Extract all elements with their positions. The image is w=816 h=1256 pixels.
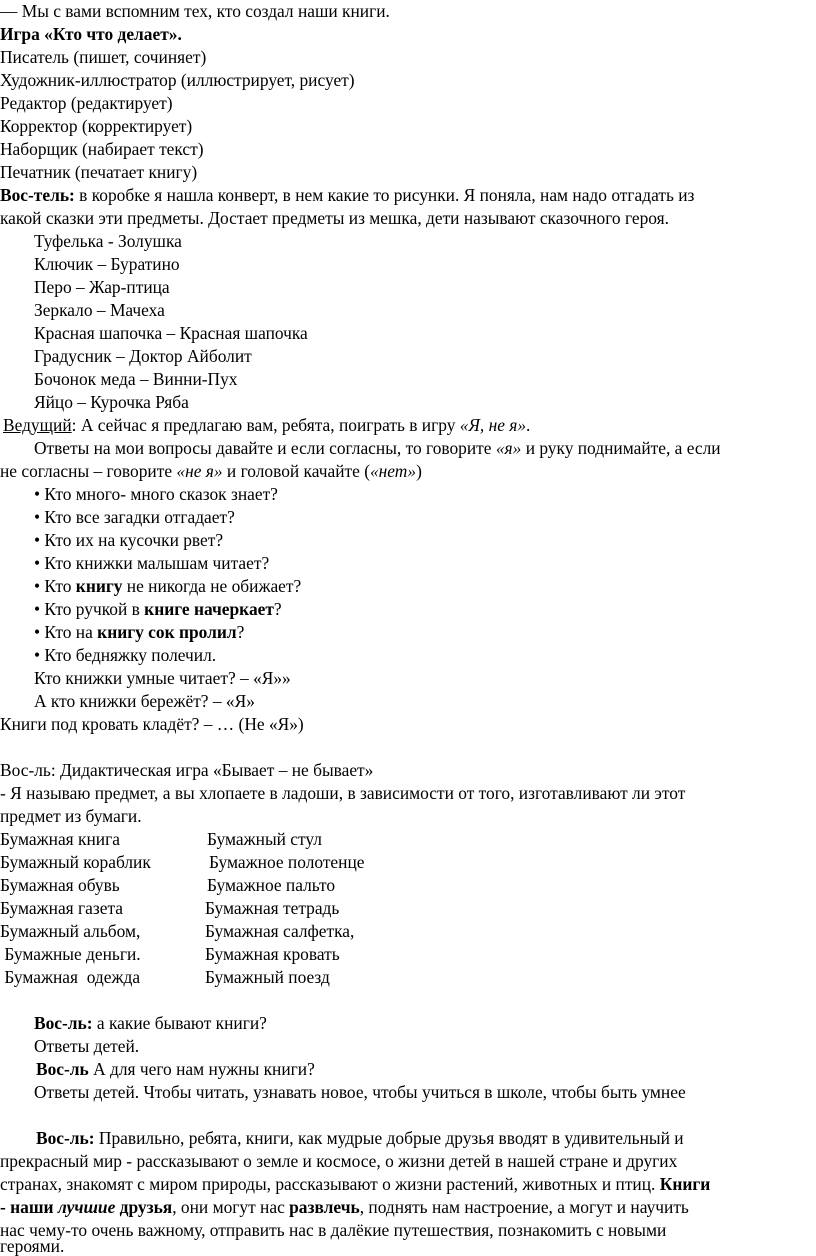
- closing-bold: - наши: [0, 1197, 58, 1217]
- closing-text: , поднять нам настроение, а могут и научить: [359, 1197, 689, 1217]
- paper-item-left: Бумажная одежда: [0, 967, 141, 987]
- game2-neya: «не я»: [176, 461, 223, 481]
- speaker-label: Вос-ль: [36, 1059, 89, 1079]
- paper-item-right: Бумажная салфетка,: [205, 921, 355, 941]
- game2-title: «Я, не я»: [459, 415, 527, 435]
- books-answer-1: Ответы детей.: [34, 1036, 140, 1056]
- envelope-text: в коробке я нашла конверт, в нем какие то рисунки. Я поняла, нам надо отгадать из: [74, 185, 695, 205]
- game2-line-3: [0, 460, 422, 483]
- question-item: • Кто их на кусочки рвет?: [34, 530, 224, 550]
- paper-item-right: Бумажный стул: [207, 829, 322, 849]
- question-item: • Кто много- много сказок знает?: [34, 484, 278, 504]
- speaker-label: Вос-ль:: [34, 1013, 93, 1033]
- speaker-label: Вос-ль:: [36, 1128, 95, 1148]
- paper-item-left: Бумажный альбом,: [0, 921, 141, 941]
- speaker-label: Вос-тель:: [0, 185, 75, 205]
- profession-item: Печатник (печатает книгу): [0, 162, 198, 182]
- books-question-2: [36, 1058, 315, 1081]
- paper-item-right: Бумажная тетрадь: [205, 898, 340, 918]
- paper-game-text: предмет из бумаги.: [0, 806, 142, 826]
- game2-ya: «я»: [495, 438, 522, 458]
- profession-item: Писатель (пишет, сочиняет): [0, 47, 207, 67]
- closing-line-6: героями.: [0, 1236, 65, 1256]
- paper-item-right: Бумажное полотенце: [209, 852, 365, 872]
- fairy-item: Ключик – Буратино: [34, 254, 180, 274]
- paper-item-left: Бумажная обувь: [0, 875, 120, 895]
- closing-bold: друзья: [115, 1197, 173, 1217]
- question-item: Книги под кровать кладёт? – … (Не «Я»): [0, 714, 304, 734]
- question-item: [34, 575, 301, 598]
- fairy-item: Бочонок меда – Винни-Пух: [34, 369, 238, 389]
- closing-text: Правильно, ребята, книги, как мудрые добрые друзья вводят в удивительный и: [94, 1128, 684, 1148]
- question-bold: книгу: [75, 576, 123, 596]
- question-text: ?: [273, 599, 282, 619]
- closing-line-5: нас чему-то очень важному, отправить нас в далёкие путешествия, познакомить с новыми: [0, 1220, 667, 1240]
- question-item: • Кто все загадки отгадает?: [34, 507, 235, 527]
- game2-net: «нет»: [369, 461, 417, 481]
- fairy-item: Яйцо – Курочка Ряба: [34, 392, 189, 412]
- paper-item-left: Бумажная книга: [0, 829, 120, 849]
- profession-item: Редактор (редактирует): [0, 93, 173, 113]
- closing-line-4: [0, 1196, 689, 1219]
- closing-bold-italic: лучшие: [57, 1197, 116, 1217]
- question-text: не никогда не обижает?: [122, 576, 302, 596]
- question-item: Кто книжки умные читает? – «Я»»: [34, 668, 291, 688]
- paper-item-left: Бумажный кораблик: [0, 852, 151, 872]
- question-item: [34, 598, 282, 621]
- profession-item: Корректор (корректирует): [0, 116, 193, 136]
- fairy-item: Перо – Жар-птица: [34, 277, 170, 297]
- closing-line-2: прекрасный мир - рассказывают о земле и космосе, о жизни детей в нашей стране и других: [0, 1151, 678, 1171]
- fairy-item: Красная шапочка – Красная шапочка: [34, 323, 308, 343]
- game2-text: не согласны – говорите: [0, 461, 177, 481]
- game2-line-1: [3, 414, 530, 437]
- question-text: ?: [236, 622, 245, 642]
- question-bold: книгу сок пролил: [97, 622, 237, 642]
- profession-item: Наборщик (набирает текст): [0, 139, 204, 159]
- question-item: • Кто книжки малышам читает?: [34, 553, 270, 573]
- paper-item-left: Бумажная газета: [0, 898, 123, 918]
- game2-line-2: [34, 437, 721, 460]
- paper-item-right: Бумажное пальто: [207, 875, 336, 895]
- speaker-label: Ведущий: [3, 415, 72, 435]
- paper-game-title: Вос-ль: Дидактическая игра «Бывает – не бывает»: [0, 760, 374, 780]
- game2-text: и руку поднимайте, а если: [521, 438, 721, 458]
- fairy-item: Туфелька - Золушка: [34, 231, 182, 251]
- fairy-item: Градусник – Доктор Айболит: [34, 346, 252, 366]
- closing-line-3: [0, 1173, 710, 1196]
- question-item: • Кто бедняжку полечил.: [34, 645, 217, 665]
- game2-text: .: [526, 415, 531, 435]
- game2-text: Ответы на мои вопросы давайте и если согласны, то говорите: [34, 438, 496, 458]
- game-title: Игра «Кто что делает».: [0, 24, 182, 44]
- fairy-item: Зеркало – Мачеха: [34, 300, 165, 320]
- closing-text: странах, знакомят с миром природы, рассказывают о жизни растений, животных и птиц.: [0, 1174, 660, 1194]
- question-text: • Кто ручкой в: [34, 599, 145, 619]
- books-question-1: [34, 1012, 267, 1035]
- game2-text: : А сейчас я предлагаю вам, ребята, поиграть в игру: [71, 415, 460, 435]
- question-text: • Кто: [34, 576, 76, 596]
- paper-game-text: - Я называю предмет, а вы хлопаете в ладоши, в зависимости от того, изготавливают ли этот: [0, 783, 686, 803]
- books-text: а какие бывают книги?: [92, 1013, 267, 1033]
- envelope-line-1: [0, 184, 694, 207]
- game2-text: ): [416, 461, 422, 481]
- books-answer-2: Ответы детей. Чтобы читать, узнавать новое, чтобы учиться в школе, чтобы быть умнее: [34, 1082, 686, 1102]
- envelope-line-2: какой сказки эти предметы. Достает предметы из мешка, дети называют сказочного героя.: [0, 208, 669, 228]
- question-item: А кто книжки бережёт? – «Я»: [34, 691, 255, 711]
- intro-line: — Мы с вами вспомним тех, кто создал наши книги.: [0, 1, 390, 21]
- closing-bold: развлечь: [289, 1197, 360, 1217]
- question-bold: книге начеркает: [144, 599, 274, 619]
- game2-text: и головой качайте (: [222, 461, 370, 481]
- paper-item-left: Бумажные деньги.: [0, 944, 141, 964]
- question-item: [34, 621, 244, 644]
- paper-item-right: Бумажный поезд: [205, 967, 330, 987]
- closing-line-1: [36, 1127, 684, 1150]
- paper-item-right: Бумажная кровать: [205, 944, 340, 964]
- books-text: А для чего нам нужны книги?: [88, 1059, 315, 1079]
- closing-text: , они могут нас: [172, 1197, 290, 1217]
- profession-item: Художник-иллюстратор (иллюстрирует, рисует): [0, 70, 355, 90]
- question-text: • Кто на: [34, 622, 98, 642]
- closing-bold: Книги: [659, 1174, 711, 1194]
